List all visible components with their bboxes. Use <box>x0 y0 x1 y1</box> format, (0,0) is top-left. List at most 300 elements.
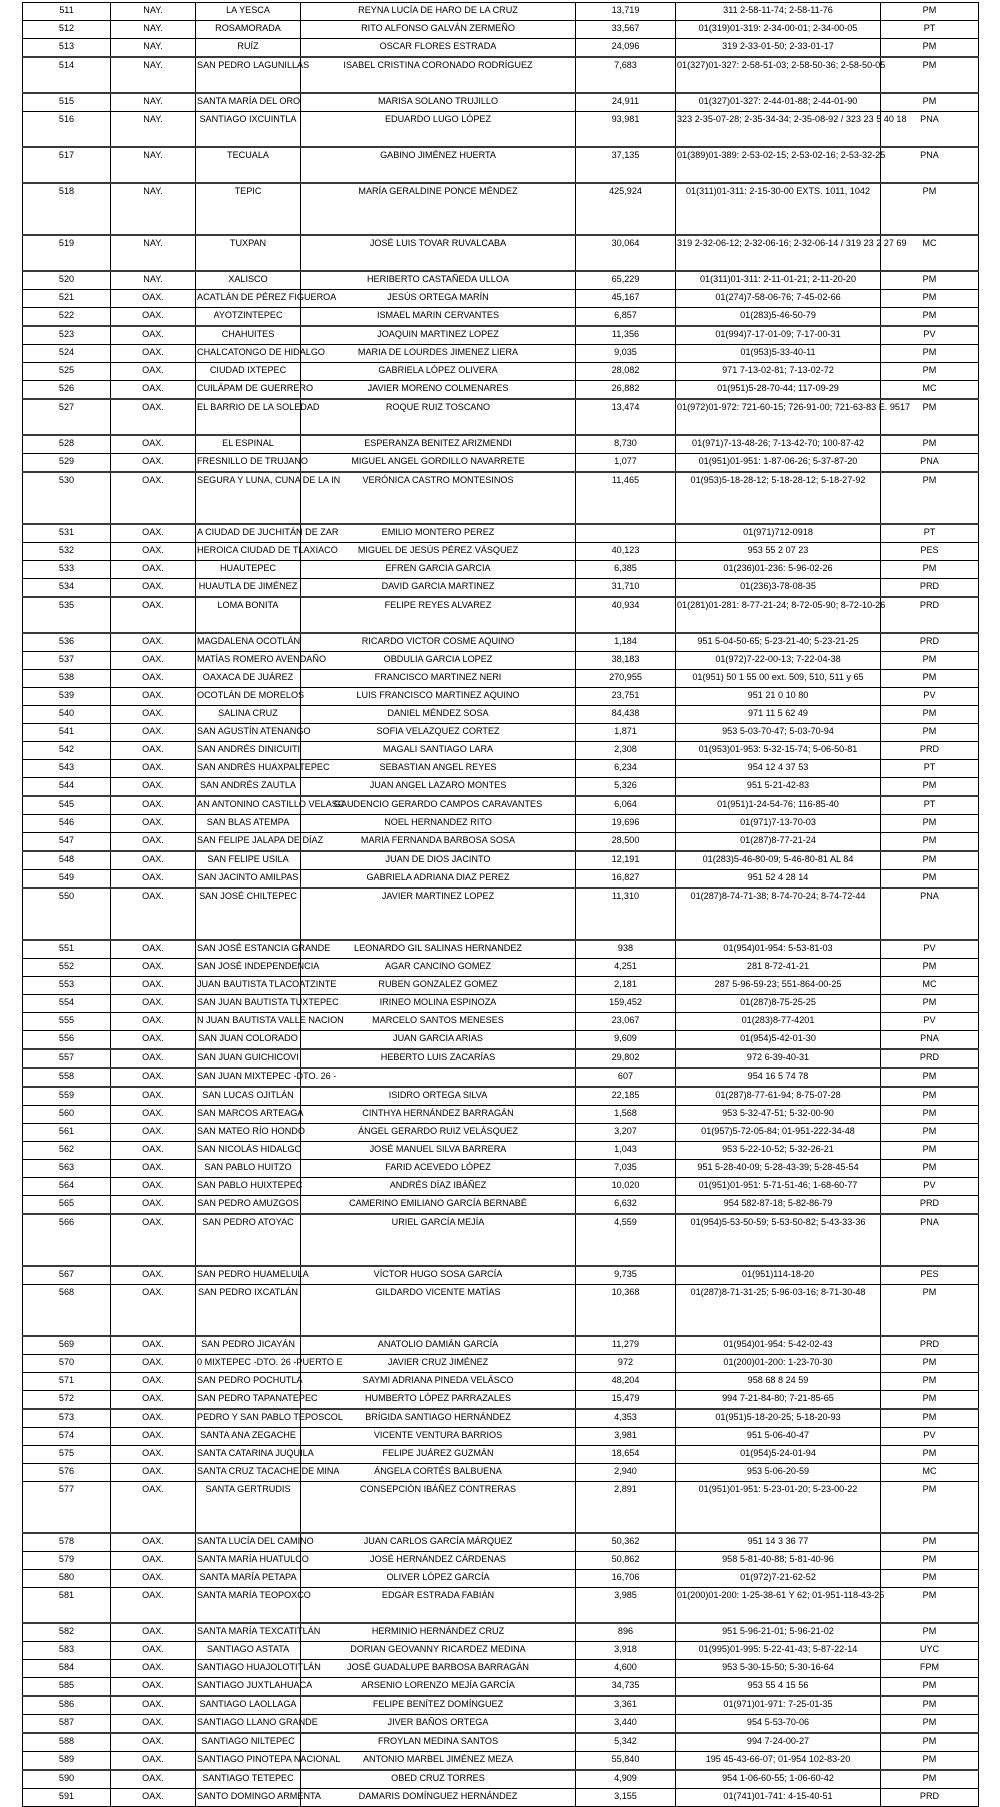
table-row[interactable] <box>23 1373 979 1391</box>
party-code: PNA <box>881 1214 979 1266</box>
table-row[interactable] <box>23 1533 979 1552</box>
phone-numbers: 01(957)5-72-05-84; 01-951-222-34-48 <box>676 1124 881 1142</box>
municipality-name: SAN JOSÉ INDEPENDENCIA <box>196 959 301 977</box>
table-row[interactable] <box>23 1482 979 1534</box>
state-code: OAX. <box>111 1570 196 1588</box>
population-value: 159,452 <box>576 995 676 1013</box>
phone-numbers: 953 5-30-15-50; 5-30-16-64 <box>676 1660 881 1678</box>
state-code: NAY. <box>111 93 196 112</box>
table-row[interactable] <box>23 435 979 454</box>
table-row[interactable] <box>23 652 979 670</box>
row-number: 519 <box>23 235 111 271</box>
official-name: JUAN DE DIOS JACINTO <box>301 851 576 870</box>
population-value: 23,067 <box>576 1013 676 1031</box>
party-code: PM <box>881 833 979 852</box>
official-name: MARISA SOLANO TRUJILLO <box>301 93 576 112</box>
state-code: OAX. <box>111 1733 196 1752</box>
official-name <box>301 1068 576 1087</box>
table-row[interactable] <box>23 112 979 148</box>
phone-numbers: 953 55 2 07 23 <box>676 543 881 561</box>
table-row[interactable] <box>23 561 979 579</box>
table-row[interactable] <box>23 706 979 724</box>
state-code: NAY. <box>111 183 196 235</box>
party-code: PM <box>881 1373 979 1391</box>
municipality-name: SANTO DOMINGO ARMENTA <box>196 1789 301 1807</box>
official-name: EDUARDO LUGO LÓPEZ <box>301 112 576 148</box>
table-row[interactable] <box>23 454 979 473</box>
state-code: OAX. <box>111 1106 196 1124</box>
population-value: 28,500 <box>576 833 676 852</box>
table-row[interactable] <box>23 760 979 778</box>
row-number: 573 <box>23 1409 111 1428</box>
table-row[interactable] <box>23 1715 979 1734</box>
row-number: 583 <box>23 1642 111 1660</box>
municipality-name: CHALCATONGO DE HIDALGO <box>196 345 301 363</box>
row-number: 538 <box>23 670 111 688</box>
official-name: FROYLAN MEDINA SANTOS <box>301 1733 576 1752</box>
table-row[interactable] <box>23 57 979 93</box>
phone-numbers: 971 7-13-02-81; 7-13-02-72 <box>676 363 881 381</box>
phone-numbers: 323 2-35-07-28; 2-35-34-34; 2-35-08-92 / 323 23 5 40 18 <box>676 112 881 148</box>
table-row[interactable] <box>23 815 979 833</box>
municipality-name: SANTIAGO LLANO GRANDE <box>196 1715 301 1734</box>
row-number: 534 <box>23 579 111 598</box>
row-number: 562 <box>23 1142 111 1160</box>
table-row[interactable] <box>23 796 979 815</box>
table-row[interactable] <box>23 21 979 39</box>
municipality-name: SAN JUAN COLORADO <box>196 1031 301 1050</box>
municipality-name: SAN ANDRÉS HUAXPALTEPEC <box>196 760 301 778</box>
state-code: OAX. <box>111 597 196 633</box>
row-number: 560 <box>23 1106 111 1124</box>
phone-numbers: 01(283)5-46-80-09; 5-46-80-81 AL 84 <box>676 851 881 870</box>
row-number: 520 <box>23 271 111 290</box>
table-row[interactable] <box>23 271 979 290</box>
table-row[interactable] <box>23 1678 979 1697</box>
table-row[interactable] <box>23 1160 979 1178</box>
population-value: 16,706 <box>576 1570 676 1588</box>
phone-numbers: 954 5-53-70-06 <box>676 1715 881 1734</box>
table-row[interactable] <box>23 1752 979 1771</box>
official-name: JOSÉ LUIS TOVAR RUVALCABA <box>301 235 576 271</box>
row-number: 545 <box>23 796 111 815</box>
official-name: OSCAR FLORES ESTRADA <box>301 39 576 58</box>
table-row[interactable] <box>23 1660 979 1678</box>
table-row[interactable] <box>23 977 979 995</box>
population-value: 1,871 <box>576 724 676 742</box>
party-code: PRD <box>881 633 979 652</box>
table-row[interactable] <box>23 147 979 183</box>
row-number: 574 <box>23 1428 111 1446</box>
municipality-name: LA YESCA <box>196 3 301 21</box>
state-code: OAX. <box>111 363 196 381</box>
municipality-name: SAN PEDRO AMUZGOS <box>196 1196 301 1215</box>
municipality-name: MATÍAS ROMERO AVENDAÑO <box>196 652 301 670</box>
municipality-name: SANTA CRUZ TACACHE DE MINA <box>196 1464 301 1482</box>
official-name: OBDULIA GARCIA LOPEZ <box>301 652 576 670</box>
municipality-name: SAN PEDRO TAPANATEPEC <box>196 1391 301 1410</box>
state-code: OAX. <box>111 778 196 797</box>
state-code: OAX. <box>111 1031 196 1050</box>
table-row[interactable] <box>23 579 979 598</box>
phone-numbers: 01(311)01-311: 2-11-01-21; 2-11-20-20 <box>676 271 881 290</box>
party-code: PM <box>881 1068 979 1087</box>
row-number: 556 <box>23 1031 111 1050</box>
phone-numbers: 971 11 5 62 49 <box>676 706 881 724</box>
official-name: FARID ACEVEDO LÓPEZ <box>301 1160 576 1178</box>
table-row[interactable] <box>23 3 979 21</box>
state-code: OAX. <box>111 1446 196 1464</box>
official-name: ISABEL CRISTINA CORONADO RODRÍGUEZ <box>301 57 576 93</box>
table-row[interactable] <box>23 399 979 435</box>
table-row[interactable] <box>23 1106 979 1124</box>
row-number: 549 <box>23 870 111 889</box>
official-name: ROQUE RUIZ TOSCANO <box>301 399 576 435</box>
row-number: 521 <box>23 290 111 308</box>
state-code: OAX. <box>111 1552 196 1570</box>
table-row[interactable] <box>23 959 979 977</box>
state-code: OAX. <box>111 1142 196 1160</box>
phone-numbers: 01(972)7-21-62-52 <box>676 1570 881 1588</box>
phone-numbers: 01(287)8-74-71-38; 8-74-70-24; 8-74-72-44 <box>676 888 881 940</box>
state-code: OAX. <box>111 524 196 543</box>
table-row[interactable] <box>23 1789 979 1807</box>
population-value: 13,719 <box>576 3 676 21</box>
official-name: JUAN CARLOS GARCÍA MÁRQUEZ <box>301 1533 576 1552</box>
party-code: PM <box>881 1409 979 1428</box>
table-row[interactable] <box>23 1336 979 1355</box>
table-row[interactable] <box>23 1733 979 1752</box>
state-code: OAX. <box>111 815 196 833</box>
table-row[interactable] <box>23 1031 979 1050</box>
party-code: PM <box>881 870 979 889</box>
table-row[interactable] <box>23 1013 979 1031</box>
party-code: PM <box>881 399 979 435</box>
official-name: JUAN ANGEL LAZARO MONTES <box>301 778 576 797</box>
official-name: MARCELO SANTOS MENESES <box>301 1013 576 1031</box>
population-value: 607 <box>576 1068 676 1087</box>
party-code: PM <box>881 561 979 579</box>
row-number: 532 <box>23 543 111 561</box>
phone-numbers: 954 12 4 37 53 <box>676 760 881 778</box>
phone-numbers: 951 5-04-50-65; 5-23-21-40; 5-23-21-25 <box>676 633 881 652</box>
municipality-name: SAN NICOLÁS HIDALGO <box>196 1142 301 1160</box>
table-row[interactable] <box>23 363 979 381</box>
table-row[interactable] <box>23 308 979 327</box>
row-number: 517 <box>23 147 111 183</box>
state-code: OAX. <box>111 290 196 308</box>
population-value: 11,310 <box>576 888 676 940</box>
table-row[interactable] <box>23 888 979 940</box>
population-value: 65,229 <box>576 271 676 290</box>
municipality-name: SANTIAGO TETEPEC <box>196 1770 301 1789</box>
population-value: 4,559 <box>576 1214 676 1266</box>
state-code: OAX. <box>111 1266 196 1285</box>
table-row[interactable] <box>23 1266 979 1285</box>
official-name: GAUDENCIO GERARDO CAMPOS CARAVANTES <box>301 796 576 815</box>
phone-numbers: 319 2-33-01-50; 2-33-01-17 <box>676 39 881 58</box>
table-row[interactable] <box>23 1428 979 1446</box>
table-row[interactable] <box>23 742 979 760</box>
row-number: 539 <box>23 688 111 706</box>
state-code: OAX. <box>111 1336 196 1355</box>
municipality-name: SANTA MARÍA TEXCATITLÁN <box>196 1623 301 1642</box>
table-row[interactable] <box>23 524 979 543</box>
row-number: 541 <box>23 724 111 742</box>
row-number: 516 <box>23 112 111 148</box>
party-code: PM <box>881 93 979 112</box>
population-value: 2,940 <box>576 1464 676 1482</box>
table-row[interactable] <box>23 1446 979 1464</box>
table-row[interactable] <box>23 326 979 345</box>
row-number: 567 <box>23 1266 111 1285</box>
official-name: ISIDRO ORTEGA SILVA <box>301 1087 576 1106</box>
municipal-directory-table <box>22 2 979 1807</box>
population-value: 6,064 <box>576 796 676 815</box>
phone-numbers: 01(319)01-319: 2-34-00-01; 2-34-00-05 <box>676 21 881 39</box>
party-code: PM <box>881 851 979 870</box>
state-code: OAX. <box>111 1124 196 1142</box>
state-code: OAX. <box>111 472 196 524</box>
row-number: 555 <box>23 1013 111 1031</box>
state-code: OAX. <box>111 1178 196 1196</box>
row-number: 558 <box>23 1068 111 1087</box>
state-code: OAX. <box>111 633 196 652</box>
municipality-name: TEPIC <box>196 183 301 235</box>
population-value: 4,353 <box>576 1409 676 1428</box>
population-value: 15,479 <box>576 1391 676 1410</box>
official-name: JAVIER MARTINEZ LOPEZ <box>301 888 576 940</box>
table-row[interactable] <box>23 183 979 235</box>
table-row[interactable] <box>23 290 979 308</box>
row-number: 575 <box>23 1446 111 1464</box>
phone-numbers: 319 2-32-06-12; 2-32-06-16; 2-32-06-14 / 319 23 2 27 69 <box>676 235 881 271</box>
table-row[interactable] <box>23 724 979 742</box>
row-number: 535 <box>23 597 111 633</box>
municipality-name: OCOTLÁN DE MORELOS <box>196 688 301 706</box>
party-code: PM <box>881 995 979 1013</box>
table-row[interactable] <box>23 633 979 652</box>
municipality-name: SAN PEDRO HUAMELULA <box>196 1266 301 1285</box>
row-number: 546 <box>23 815 111 833</box>
population-value: 13,474 <box>576 399 676 435</box>
row-number: 529 <box>23 454 111 473</box>
table-row[interactable] <box>23 851 979 870</box>
population-value: 19,696 <box>576 815 676 833</box>
party-code: PM <box>881 706 979 724</box>
phone-numbers: 01(954)01-954: 5-53-81-03 <box>676 940 881 959</box>
phone-numbers: 01(741)01-741: 4-15-40-51 <box>676 1789 881 1807</box>
municipality-name: MAGDALENA OCOTLÁN <box>196 633 301 652</box>
table-row[interactable] <box>23 1178 979 1196</box>
table-row[interactable] <box>23 1642 979 1660</box>
table-row[interactable] <box>23 39 979 58</box>
table-row[interactable] <box>23 1049 979 1068</box>
state-code: OAX. <box>111 652 196 670</box>
phone-numbers: 954 1-06-60-55; 1-06-60-42 <box>676 1770 881 1789</box>
row-number: 527 <box>23 399 111 435</box>
population-value: 270,955 <box>576 670 676 688</box>
table-row[interactable] <box>23 870 979 889</box>
party-code: PRD <box>881 742 979 760</box>
population-value: 7,683 <box>576 57 676 93</box>
party-code: PM <box>881 1588 979 1624</box>
table-row[interactable] <box>23 1696 979 1715</box>
table-row[interactable] <box>23 833 979 852</box>
phone-numbers: 01(994)7-17-01-09; 7-17-00-31 <box>676 326 881 345</box>
official-name: RUBEN GONZALEZ GOMEZ <box>301 977 576 995</box>
table-row[interactable] <box>23 345 979 363</box>
official-name: ÁNGELA CORTÉS BALBUENA <box>301 1464 576 1482</box>
municipality-name: SAN FELIPE USILA <box>196 851 301 870</box>
population-value: 4,600 <box>576 1660 676 1678</box>
party-code: PM <box>881 39 979 58</box>
municipality-name: 0 MIXTEPEC -DTO. 26 -PUERTO E <box>196 1355 301 1373</box>
table-row[interactable] <box>23 381 979 400</box>
state-code: OAX. <box>111 1642 196 1660</box>
official-name: VICENTE VENTURA BARRIOS <box>301 1428 576 1446</box>
table-row[interactable] <box>23 1214 979 1266</box>
official-name: JIVER BAÑOS ORTEGA <box>301 1715 576 1734</box>
table-row[interactable] <box>23 1770 979 1789</box>
municipality-name: SAN JUAN MIXTEPEC -DTO. 26 - <box>196 1068 301 1087</box>
table-row[interactable] <box>23 597 979 633</box>
state-code: OAX. <box>111 833 196 852</box>
party-code: PM <box>881 1142 979 1160</box>
table-row[interactable] <box>23 940 979 959</box>
official-name: GILDARDO VICENTE MATÍAS <box>301 1285 576 1337</box>
table-row[interactable] <box>23 1623 979 1642</box>
official-name: JOAQUIN MARTINEZ LOPEZ <box>301 326 576 345</box>
phone-numbers: 951 14 3 36 77 <box>676 1533 881 1552</box>
population-value: 5,342 <box>576 1733 676 1752</box>
table-row[interactable] <box>23 543 979 561</box>
table-row[interactable] <box>23 1409 979 1428</box>
party-code: PM <box>881 1733 979 1752</box>
state-code: OAX. <box>111 1049 196 1068</box>
party-code: PV <box>881 1013 979 1031</box>
population-value: 1,043 <box>576 1142 676 1160</box>
municipality-name: SAN ANDRÉS DINICUITI <box>196 742 301 760</box>
municipality-name: EL BARRIO DE LA SOLEDAD <box>196 399 301 435</box>
table-row[interactable] <box>23 1124 979 1142</box>
row-number: 537 <box>23 652 111 670</box>
phone-numbers: 01(953)5-33-40-11 <box>676 345 881 363</box>
population-value: 425,924 <box>576 183 676 235</box>
row-number: 511 <box>23 3 111 21</box>
table-row[interactable] <box>23 778 979 797</box>
row-number: 526 <box>23 381 111 400</box>
state-code: OAX. <box>111 1660 196 1678</box>
row-number: 553 <box>23 977 111 995</box>
state-code: OAX. <box>111 888 196 940</box>
party-code: PM <box>881 290 979 308</box>
table-row[interactable] <box>23 1464 979 1482</box>
municipality-name: CIUDAD IXTEPEC <box>196 363 301 381</box>
row-number: 584 <box>23 1660 111 1678</box>
table-row[interactable] <box>23 1570 979 1588</box>
population-value: 16,827 <box>576 870 676 889</box>
population-value: 11,465 <box>576 472 676 524</box>
state-code: OAX. <box>111 326 196 345</box>
official-name: IRINEO MOLINA ESPINOZA <box>301 995 576 1013</box>
phone-numbers: 01(951)01-951: 1-87-06-26; 5-37-87-20 <box>676 454 881 473</box>
official-name: EFREN GARCIA GARCIA <box>301 561 576 579</box>
official-name: FRANCISCO MARTINEZ NERI <box>301 670 576 688</box>
table-row[interactable] <box>23 472 979 524</box>
party-code: MC <box>881 1464 979 1482</box>
state-code: OAX. <box>111 688 196 706</box>
row-number: 544 <box>23 778 111 797</box>
state-code: OAX. <box>111 1715 196 1734</box>
table-row[interactable] <box>23 1552 979 1570</box>
phone-numbers: 01(953)01-953: 5-32-15-74; 5-06-50-81 <box>676 742 881 760</box>
table-row[interactable] <box>23 688 979 706</box>
party-code: PT <box>881 524 979 543</box>
party-code: PNA <box>881 147 979 183</box>
official-name: VERÓNICA CASTRO MONTESINOS <box>301 472 576 524</box>
phone-numbers: 01(995)01-995: 5-22-41-43; 5-87-22-14 <box>676 1642 881 1660</box>
row-number: 569 <box>23 1336 111 1355</box>
table-row[interactable] <box>23 670 979 688</box>
table-row[interactable] <box>23 1355 979 1373</box>
table-row[interactable] <box>23 1391 979 1410</box>
population-value: 11,356 <box>576 326 676 345</box>
state-code: OAX. <box>111 1770 196 1789</box>
table-row[interactable] <box>23 1196 979 1215</box>
phone-numbers: 951 52 4 28 14 <box>676 870 881 889</box>
official-name: OLIVER LÓPEZ GARCÍA <box>301 1570 576 1588</box>
row-number: 513 <box>23 39 111 58</box>
party-code: PRD <box>881 1336 979 1355</box>
population-value: 38,183 <box>576 652 676 670</box>
phone-numbers: 01(954)5-42-01-30 <box>676 1031 881 1050</box>
party-code: PNA <box>881 112 979 148</box>
official-name: JESÚS ORTEGA MARÍN <box>301 290 576 308</box>
table-row[interactable] <box>23 1142 979 1160</box>
table-row[interactable] <box>23 1068 979 1087</box>
municipality-name: SAN PABLO HUITZO <box>196 1160 301 1178</box>
table-row[interactable] <box>23 995 979 1013</box>
table-row[interactable] <box>23 1588 979 1624</box>
municipality-name: JUAN BAUTISTA TLACOATZINTE <box>196 977 301 995</box>
population-value: 9,035 <box>576 345 676 363</box>
municipality-name: AN ANTONINO CASTILLO VELASC <box>196 796 301 815</box>
table-row[interactable] <box>23 1285 979 1337</box>
party-code: PM <box>881 1446 979 1464</box>
municipality-name: SAN JUAN GUICHICOVI <box>196 1049 301 1068</box>
official-name: REYNA LUCÍA DE HARO DE LA CRUZ <box>301 3 576 21</box>
official-name: SOFIA VELAZQUEZ CORTEZ <box>301 724 576 742</box>
state-code: NAY. <box>111 271 196 290</box>
official-name: NOEL HERNANDEZ RITO <box>301 815 576 833</box>
row-number: 542 <box>23 742 111 760</box>
table-row[interactable] <box>23 1087 979 1106</box>
official-name: EMILIO MONTERO PEREZ <box>301 524 576 543</box>
table-row[interactable] <box>23 235 979 271</box>
population-value: 18,654 <box>576 1446 676 1464</box>
state-code: OAX. <box>111 1285 196 1337</box>
state-code: NAY. <box>111 112 196 148</box>
population-value: 26,882 <box>576 381 676 400</box>
official-name: ANATOLIO DAMIÁN GARCÍA <box>301 1336 576 1355</box>
phone-numbers: 01(951) 50 1 55 00 ext. 509, 510, 511 y 65 <box>676 670 881 688</box>
phone-numbers: 951 5-21-42-83 <box>676 778 881 797</box>
row-number: 580 <box>23 1570 111 1588</box>
municipality-name: SANTIAGO IXCUINTLA <box>196 112 301 148</box>
phone-numbers: 311 2-58-11-74; 2-58-11-76 <box>676 3 881 21</box>
table-row[interactable] <box>23 93 979 112</box>
